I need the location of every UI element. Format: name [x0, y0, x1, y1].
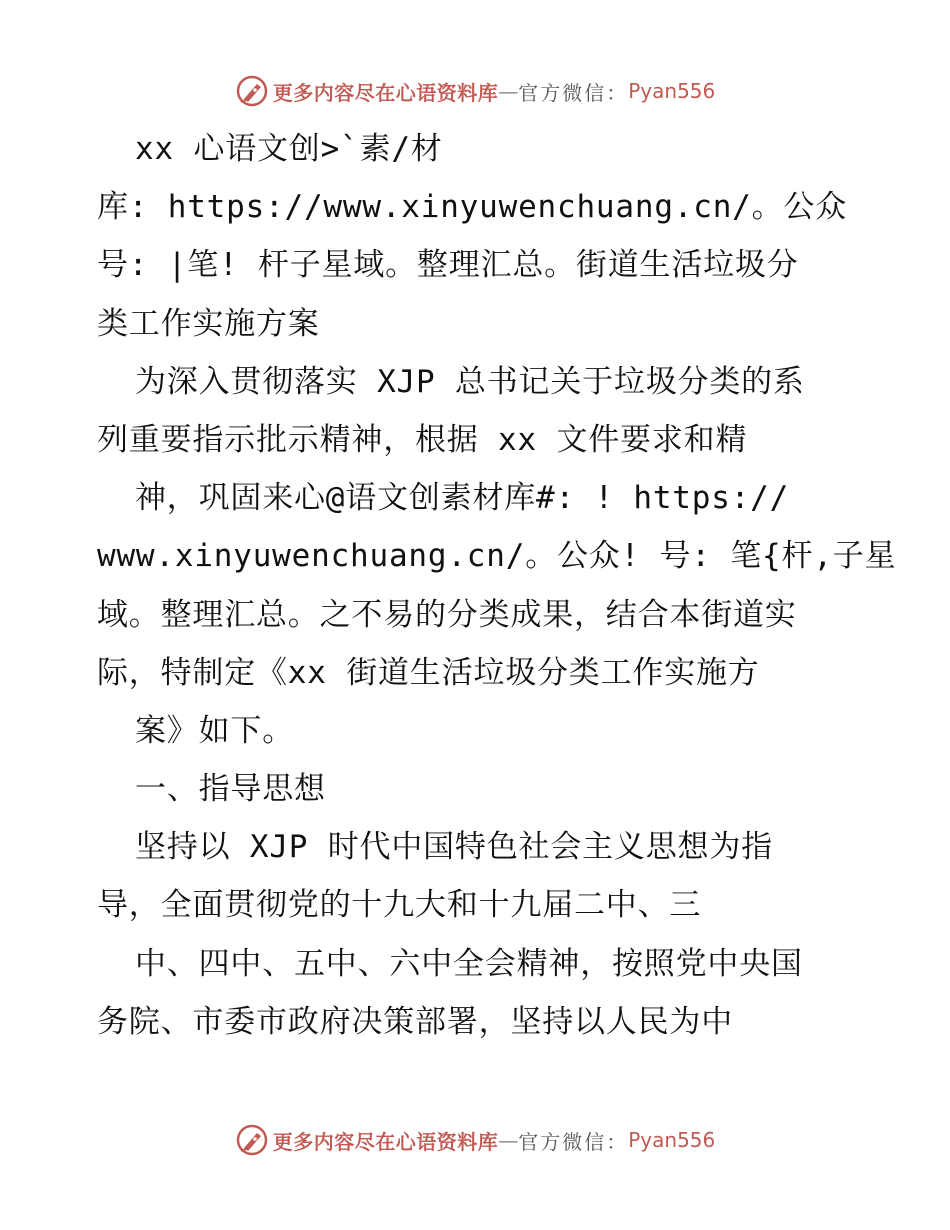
banner-official-text: 官方微信：: [518, 1129, 629, 1154]
header-banner: [0, 71, 950, 111]
body-line-13: 坚持以 XJP 时代中国特色社会主义思想为指: [135, 829, 773, 866]
banner-brand-text: 更多内容尽在心语资料库: [272, 1129, 499, 1154]
banner-wechat-id: Pyan556: [628, 79, 716, 103]
body-line-14: 导，全面贯彻党的十九大和十九届二中、三: [97, 887, 702, 924]
body-line-3: 号: |笔! 杆子星域。整理汇总。街道生活垃圾分: [97, 247, 799, 284]
banner-wechat-id: Pyan556: [628, 1128, 716, 1152]
footer-banner: [0, 1120, 950, 1160]
body-line-11: 案》如下。: [135, 712, 294, 749]
body-line-4: 类工作实施方案: [97, 305, 320, 342]
body-line-16: 务院、市委市政府决策部署，坚持以人民为中: [97, 1003, 733, 1040]
body-line-2: 库: https://www.xinyuwenchuang.cn/。公众: [97, 189, 848, 226]
body-line-6: 列重要指示批示精神，根据 xx 文件要求和精: [97, 421, 748, 458]
banner-brand-text: 更多内容尽在心语资料库: [272, 80, 499, 105]
body-line-15: 中、四中、五中、六中全会精神，按照党中央国: [135, 945, 803, 982]
section-heading: 一、指导思想: [135, 771, 326, 808]
body-line-9: 域。整理汇总。之不易的分类成果，结合本街道实: [97, 596, 797, 633]
body-line-8: www.xinyuwenchuang.cn/。公众! 号: 笔{杆,子星: [97, 538, 897, 575]
body-line-7: 神，巩固来心@语文创素材库#: ! https://: [135, 480, 790, 517]
pen-nib-logo-icon: [235, 74, 269, 108]
document-body: [97, 120, 897, 1051]
body-line-10: 际，特制定《xx 街道生活垃圾分类工作实施方: [97, 654, 760, 691]
pen-nib-logo-icon: [235, 1123, 269, 1157]
body-line-1: xx 心语文创>`素/材: [135, 131, 443, 167]
body-line-5: 为深入贯彻落实 XJP 总书记关于垃圾分类的系: [135, 363, 805, 400]
banner-official-text: 官方微信：: [518, 80, 629, 105]
banner-dash: —: [498, 79, 519, 103]
banner-dash: —: [498, 1128, 519, 1152]
